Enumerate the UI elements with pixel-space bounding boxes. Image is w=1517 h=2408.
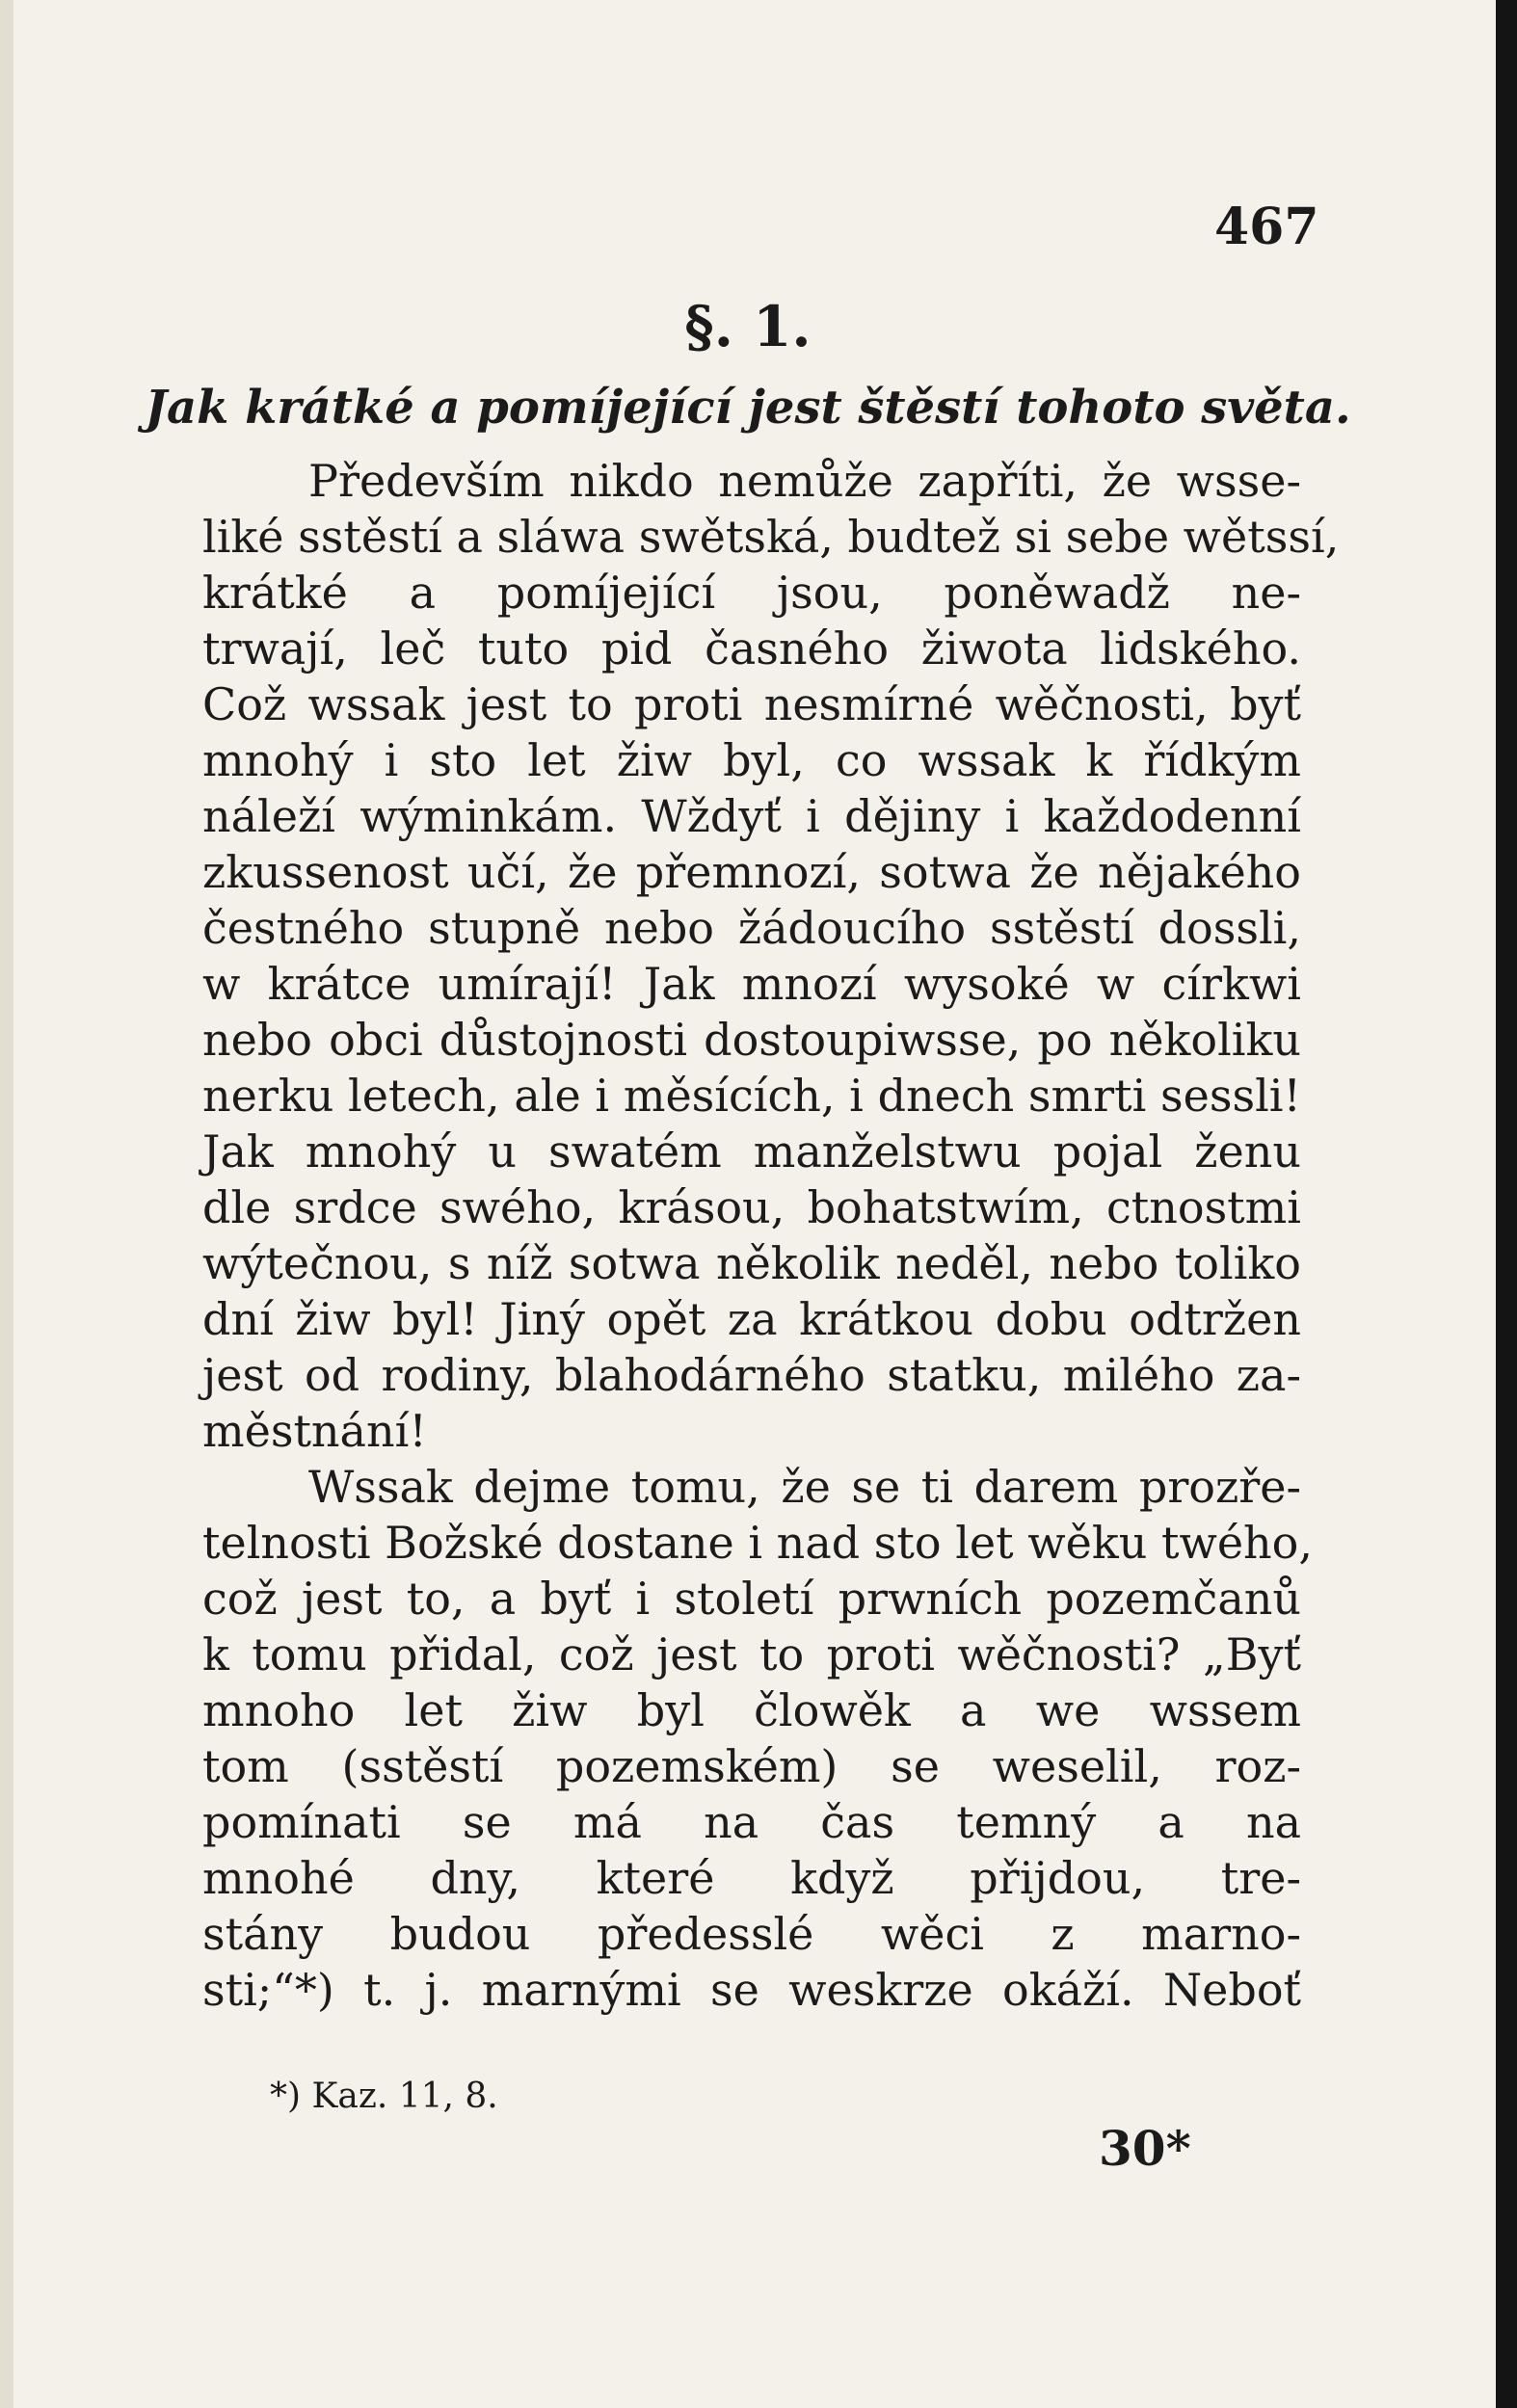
text-line: mnohý i sto let žiw byl, co wssak k řídkým bbox=[202, 734, 1301, 786]
text-line: wýtečnou, s níž sotwa několik neděl, nebo toliko bbox=[202, 1237, 1301, 1289]
page-left-edge bbox=[0, 0, 13, 2408]
text-line: trwají, leč tuto pid časného žiwota lidského. bbox=[202, 622, 1301, 675]
text-line: mnoho let žiw byl člowěk a we wssem bbox=[202, 1684, 1301, 1736]
section-title: Jak krátké a pomíjející jest štěstí tohoto světa. bbox=[145, 381, 1351, 435]
text-line: telnosti Božské dostane i nad sto let wěku twého, bbox=[202, 1517, 1313, 1569]
text-line: městnání! bbox=[202, 1405, 427, 1457]
text-line: stány budou předesslé wěci z marno- bbox=[202, 1908, 1301, 1960]
text-line: náleží wýminkám. Wždyť i dějiny i každodenní bbox=[202, 790, 1301, 842]
section-mark: §. 1. bbox=[684, 294, 812, 359]
text-line: tom (sstěstí pozemském) se weselil, roz- bbox=[202, 1740, 1301, 1792]
scan-right-border bbox=[1496, 0, 1517, 2408]
text-line: mnohé dny, které když přijdou, tre- bbox=[202, 1852, 1301, 1904]
text-line: krátké a pomíjející jsou, poněwadž ne- bbox=[202, 567, 1301, 619]
signature-mark: 30* bbox=[1099, 2120, 1191, 2177]
text-line: sti;“*) t. j. marnými se weskrze okáží. Neboť bbox=[202, 1964, 1301, 2016]
text-line: w krátce umírají! Jak mnozí wysoké w církwi bbox=[202, 958, 1301, 1010]
text-line: zkussenost učí, že přemnozí, sotwa že nějakého bbox=[202, 846, 1301, 898]
text-line: Wssak dejme tomu, že se ti darem prozře- bbox=[308, 1461, 1301, 1513]
text-line: jest od rodiny, blahodárného statku, milého za- bbox=[202, 1349, 1301, 1401]
text-line: Což wssak jest to proti nesmírné wěčnosti, byť bbox=[202, 678, 1301, 730]
text-line: čestného stupně nebo žádoucího sstěstí dossli, bbox=[202, 902, 1301, 954]
text-line: nerku letech, ale i měsících, i dnech smrti sessli! bbox=[202, 1070, 1301, 1122]
text-line: k tomu přidal, což jest to proti wěčnosti? „Byť bbox=[202, 1628, 1301, 1680]
text-line: Jak mnohý u swatém manželstwu pojal ženu bbox=[202, 1125, 1301, 1178]
text-line: pomínati se má na čas temný a na bbox=[202, 1796, 1301, 1848]
text-line: nebo obci důstojnosti dostoupiwsse, po několiku bbox=[202, 1014, 1301, 1066]
text-line: dle srdce swého, krásou, bohatstwím, ctnostmi bbox=[202, 1181, 1301, 1233]
text-line: liké sstěstí a sláwa swětská, budtež si sebe wětssí, bbox=[202, 511, 1340, 563]
footnote: *) Kaz. 11, 8. bbox=[270, 2077, 498, 2116]
text-line: což jest to, a byť i století prwních pozemčanů bbox=[202, 1573, 1301, 1625]
text-line: dní žiw byl! Jiný opět za krátkou dobu odtržen bbox=[202, 1293, 1301, 1345]
body-text bbox=[202, 453, 1340, 2018]
page-number: 467 bbox=[1214, 198, 1319, 256]
text-line: Především nikdo nemůže zapříti, že wsse- bbox=[308, 455, 1301, 507]
